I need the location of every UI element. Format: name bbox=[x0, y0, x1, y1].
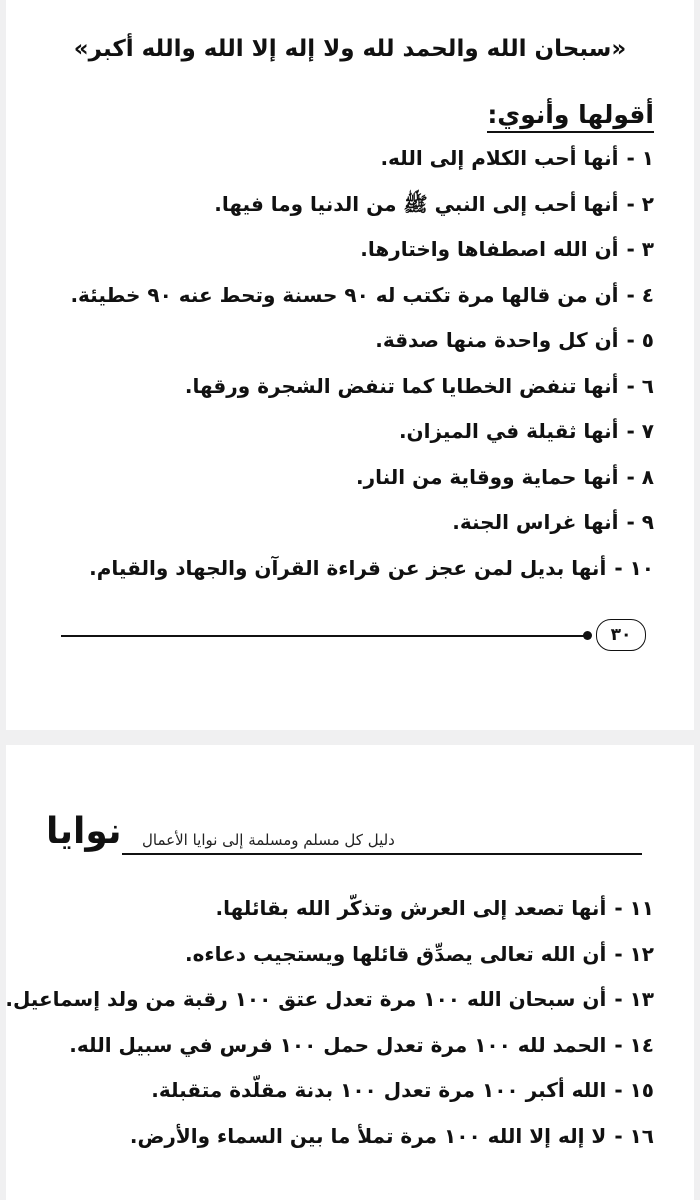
item-text: أنها أحب الكلام إلى الله. bbox=[380, 146, 619, 170]
list-item bbox=[26, 238, 654, 284]
item-text: أنها تصعد إلى العرش وتذكّر الله بقائلها. bbox=[215, 896, 607, 920]
list-item bbox=[26, 1079, 654, 1125]
list-item bbox=[26, 897, 654, 943]
page-31 bbox=[6, 745, 694, 1200]
item-number: ٤ - bbox=[626, 282, 654, 307]
item-text: لا إله إلا الله ١٠٠ مرة تملأ ما بين السماء والأرض. bbox=[129, 1123, 607, 1148]
item-text: الحمد لله ١٠٠ مرة تعدل حمل ١٠٠ فرس في سبيل الله. bbox=[69, 1032, 607, 1057]
item-number: ٦ - bbox=[626, 373, 654, 398]
item-text: أنها غراس الجنة. bbox=[452, 510, 619, 534]
list-item bbox=[26, 375, 654, 421]
item-number: ٨ - bbox=[626, 464, 654, 489]
page-30 bbox=[6, 0, 694, 730]
item-number: ١١ - bbox=[614, 896, 654, 920]
item-number: ١٥ - bbox=[614, 1078, 654, 1102]
item-text: أن الله اصطفاها واختارها. bbox=[360, 237, 619, 261]
item-number: ٧ - bbox=[626, 419, 654, 443]
list-item bbox=[26, 329, 654, 375]
book-tagline: دليل كل مسلم ومسلمة إلى نوايا الأعمال bbox=[142, 831, 395, 849]
item-number: ٢ - bbox=[626, 191, 654, 216]
item-text: أن الله تعالى يصدِّق قائلها ويستجيب دعاءه. bbox=[184, 941, 607, 966]
item-number: ١٤ - bbox=[614, 1032, 654, 1057]
footer-divider-dot bbox=[583, 631, 592, 640]
item-text: أنها أحب إلى النبي ﷺ من الدنيا وما فيها. bbox=[214, 191, 619, 216]
item-text: أنها حماية ووقاية من النار. bbox=[355, 464, 619, 489]
list-item bbox=[26, 193, 654, 239]
dhikr-title: «سبحان الله والحمد لله ولا إله إلا الله والله أكبر» bbox=[73, 36, 627, 62]
intentions-subheading: أقولها وأنوي: bbox=[487, 100, 654, 133]
list-item bbox=[26, 1125, 654, 1171]
item-number: ١٦ - bbox=[614, 1123, 654, 1148]
item-number: ٣ - bbox=[626, 237, 654, 261]
intentions-list-part-1 bbox=[26, 147, 654, 602]
item-number: ١٠ - bbox=[614, 555, 654, 580]
list-item bbox=[26, 420, 654, 466]
item-number: ١٣ - bbox=[614, 987, 654, 1011]
item-text: أنها بديل لمن عجز عن قراءة القرآن والجهاد والقيام. bbox=[89, 555, 607, 580]
list-item bbox=[26, 1034, 654, 1080]
book-brand-title: نوايا bbox=[46, 811, 122, 852]
list-item bbox=[26, 284, 654, 330]
item-number: ٥ - bbox=[626, 328, 654, 352]
item-text: أن من قالها مرة تكتب له ٩٠ حسنة وتحط عنه ٩٠ خطيئة. bbox=[70, 282, 619, 307]
item-text: الله أكبر ١٠٠ مرة تعدل ١٠٠ بدنة مقلّدة متقبلة. bbox=[151, 1078, 607, 1102]
item-number: ٩ - bbox=[626, 510, 654, 534]
page-number: ٣٠ bbox=[596, 619, 646, 651]
item-text: أن كل واحدة منها صدقة. bbox=[375, 328, 619, 352]
footer-divider bbox=[61, 635, 591, 637]
item-number: ١٢ - bbox=[614, 941, 654, 966]
item-text: أنها ثقيلة في الميزان. bbox=[398, 419, 619, 443]
list-item bbox=[26, 943, 654, 989]
list-item bbox=[26, 466, 654, 512]
list-item bbox=[26, 557, 654, 603]
header-divider bbox=[122, 853, 642, 855]
list-item bbox=[5, 987, 654, 1034]
item-text: أنها تنفض الخطايا كما تنفض الشجرة ورقها. bbox=[184, 373, 619, 398]
list-item bbox=[26, 147, 654, 193]
list-item bbox=[26, 511, 654, 557]
item-number: ١ - bbox=[626, 146, 654, 170]
item-text: أن سبحان الله ١٠٠ مرة تعدل عتق ١٠٠ رقبة من ولد إسماعيل. bbox=[5, 987, 607, 1011]
intentions-list-part-2 bbox=[5, 896, 654, 1170]
